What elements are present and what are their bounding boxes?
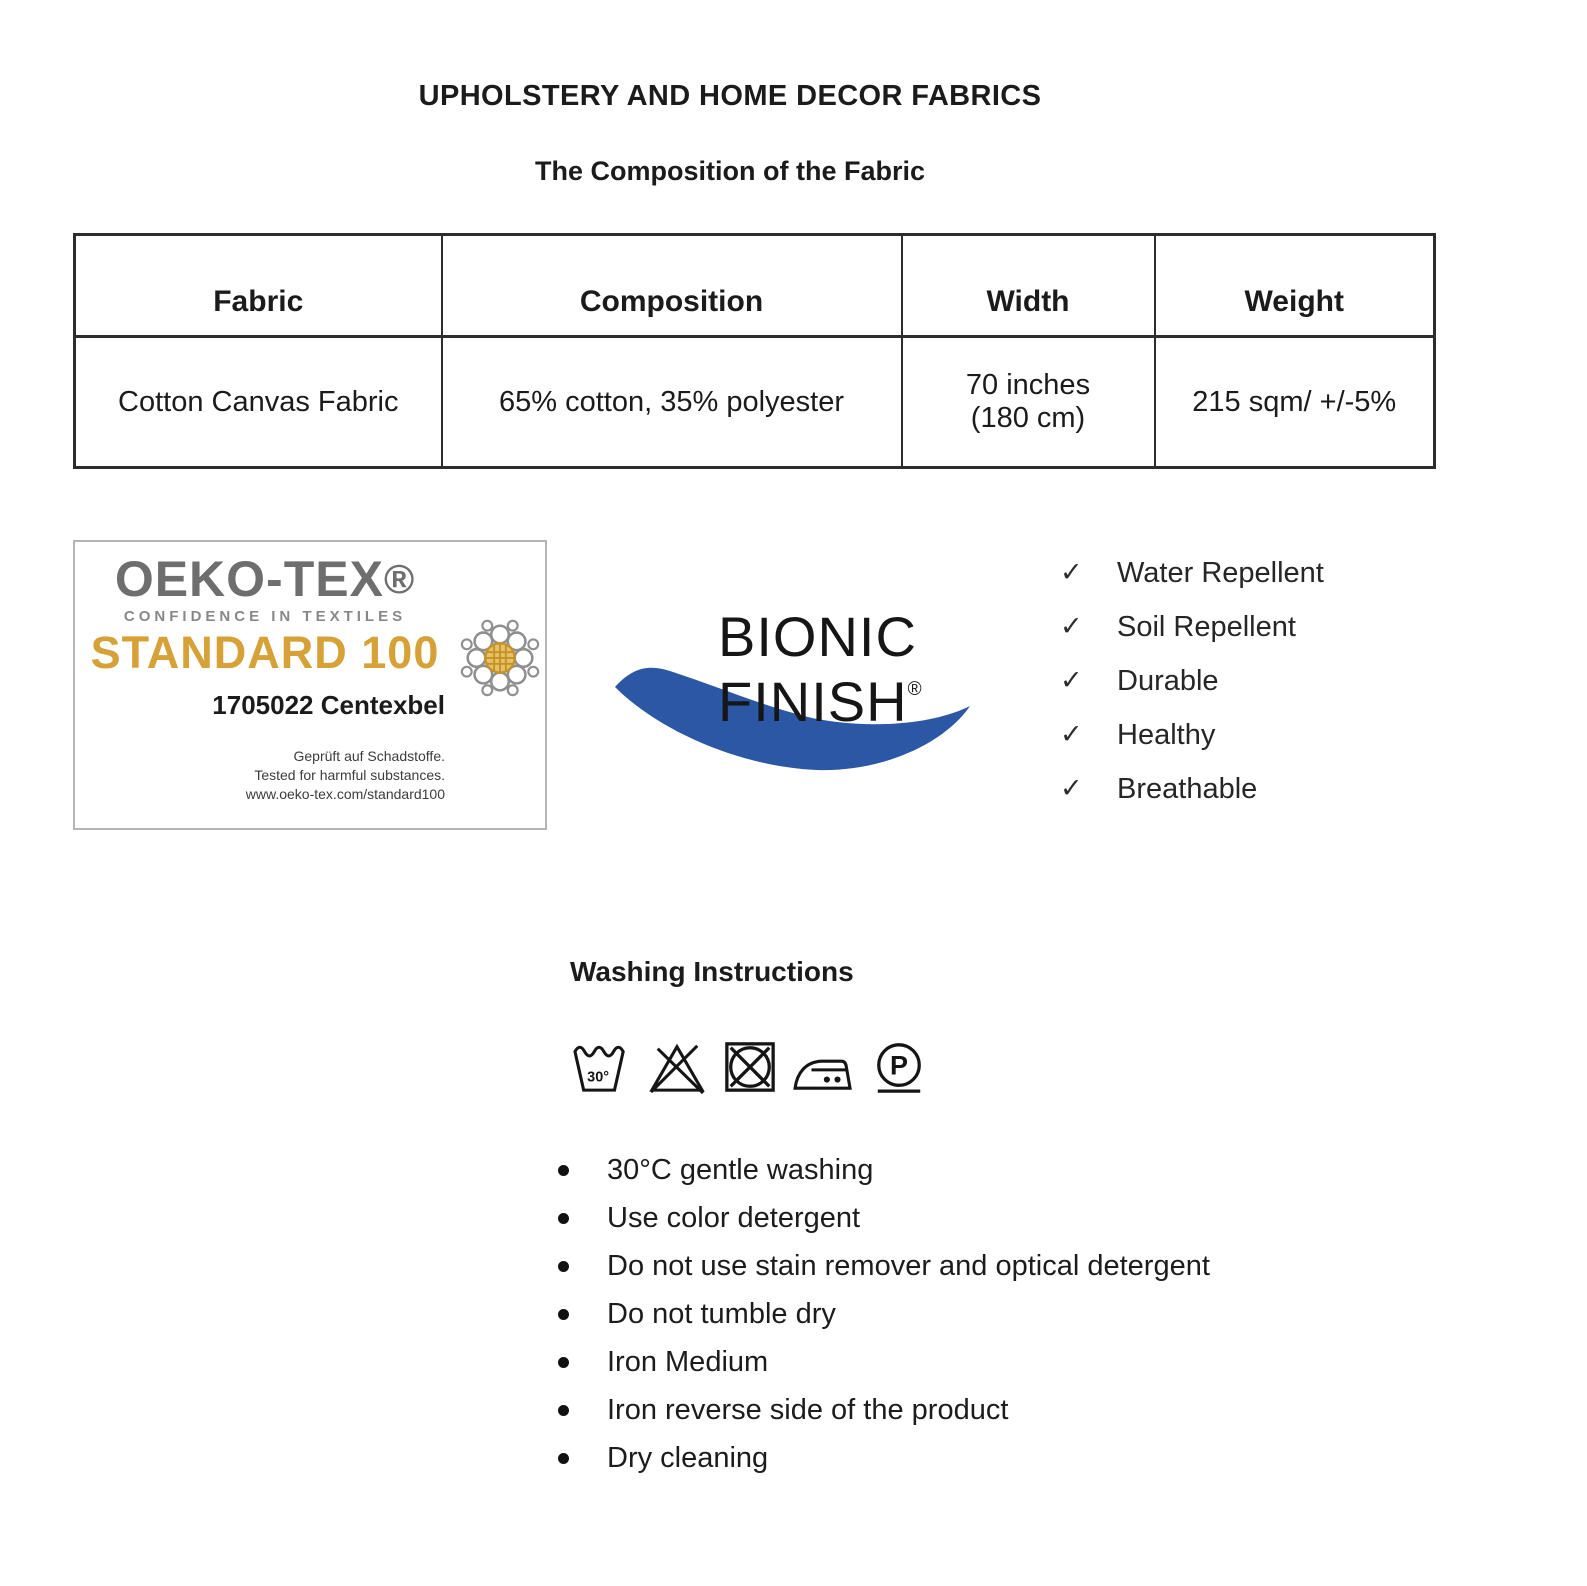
care-symbols-row (570, 1040, 928, 1094)
checkmark-icon: ✓ (1060, 719, 1083, 750)
cell-width-line1: 70 inches (965, 369, 1091, 401)
cell-width (902, 337, 1155, 468)
feature-label: Breathable (1117, 773, 1258, 805)
column-header-width: Width (902, 235, 1155, 337)
oeko-note-url: www.oeko-tex.com/standard100 (245, 786, 445, 802)
table-header-row (75, 235, 1435, 337)
bullet-item: 30°C gentle washing (558, 1146, 1378, 1194)
table-row (75, 337, 1435, 468)
feature-label: Soil Repellent (1117, 611, 1296, 643)
checkmark-icon: ✓ (1060, 611, 1083, 642)
column-header-weight: Weight (1155, 235, 1435, 337)
page-subtitle: The Composition of the Fabric (535, 156, 925, 186)
bullet-item: Iron reverse side of the product (558, 1386, 1378, 1434)
feature-checklist (1060, 546, 1324, 816)
oeko-text-block (75, 542, 455, 678)
feature-item (1060, 762, 1324, 816)
do-not-bleach-icon (645, 1040, 709, 1094)
bionic-wordmark (718, 605, 922, 733)
cell-composition: 65% cotton, 35% polyester (442, 337, 902, 468)
washing-bullet-list (558, 1146, 1378, 1482)
feature-item (1060, 600, 1324, 654)
feature-label: Healthy (1117, 719, 1216, 751)
bullet-item: Iron Medium (558, 1338, 1378, 1386)
feature-label: Water Repellent (1117, 557, 1324, 589)
page-title: UPHOLSTERY AND HOME DECOR FABRICS (418, 80, 1042, 112)
checkmark-icon: ✓ (1060, 665, 1083, 696)
registered-mark: ® (907, 679, 922, 700)
cell-width-line2: (180 cm) (970, 402, 1086, 434)
feature-label: Durable (1117, 665, 1219, 697)
oeko-tex-label (73, 540, 547, 830)
feature-item (1060, 654, 1324, 708)
cell-fabric: Cotton Canvas Fabric (75, 337, 442, 468)
oeko-tagline: CONFIDENCE IN TEXTILES (123, 608, 407, 625)
svg-text:30°: 30° (587, 1069, 610, 1086)
bionic-line1: BIONIC (718, 605, 917, 668)
wash-30-icon (570, 1040, 632, 1094)
dry-clean-p-icon (870, 1040, 928, 1094)
bullet-item: Dry cleaning (558, 1434, 1378, 1482)
cell-weight: 215 sqm/ +/-5% (1155, 337, 1435, 468)
svg-text:P: P (889, 1050, 909, 1081)
oeko-standard: STANDARD 100 (90, 627, 440, 678)
oeko-notes (75, 747, 445, 804)
oeko-note-en: Tested for harmful substances. (254, 767, 445, 783)
checkmark-icon: ✓ (1060, 557, 1083, 588)
iron-medium-icon (791, 1040, 857, 1094)
oeko-brand-text: OEKO-TEX (114, 551, 384, 607)
checkmark-icon: ✓ (1060, 773, 1083, 804)
bullet-item: Do not tumble dry (558, 1290, 1378, 1338)
registered-mark: ® (383, 556, 416, 602)
bionic-line2: FINISH (718, 670, 908, 733)
fabric-composition-table (73, 233, 1436, 469)
washing-instructions-heading: Washing Instructions (570, 956, 854, 987)
do-not-tumble-dry-icon (722, 1040, 778, 1094)
bionic-finish-logo (612, 596, 992, 791)
bullet-item: Do not use stain remover and optical detergent (558, 1242, 1378, 1290)
bullet-item: Use color detergent (558, 1194, 1378, 1242)
column-header-composition: Composition (442, 235, 902, 337)
column-header-fabric: Fabric (75, 235, 442, 337)
oeko-brand (75, 551, 455, 607)
oeko-cert-number: 1705022 Centexbel (212, 690, 445, 720)
oeko-note-de: Geprüft auf Schadstoffe. (293, 748, 445, 764)
feature-item (1060, 546, 1324, 600)
oeko-flower-icon (456, 612, 544, 702)
feature-item (1060, 708, 1324, 762)
